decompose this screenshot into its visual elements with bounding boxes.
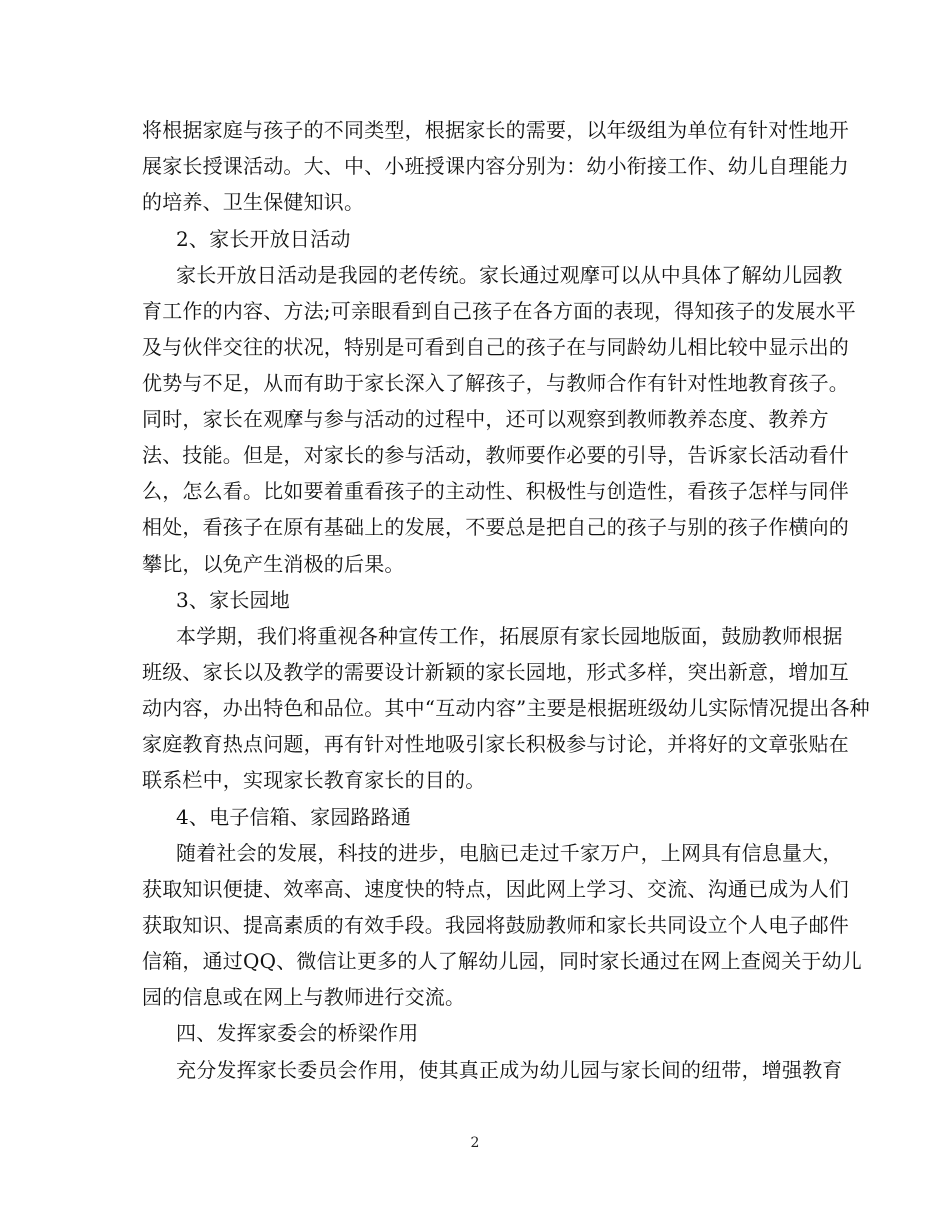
section-heading: 2、家长开放日活动: [176, 227, 351, 251]
text-line: 同时，家长在观摩与参与活动的过程中，还可以观察到教师教养态度、教养方: [142, 407, 829, 431]
text-line: 么，怎么看。比如要着重看孩子的主动性、积极性与创造性，看孩子怎样与同伴: [142, 479, 849, 503]
text-line: 展家长授课活动。大、中、小班授课内容分别为：幼小衔接工作、幼儿自理能力: [142, 154, 849, 178]
section-heading: 四、发挥家委会的桥梁作用: [176, 1021, 419, 1045]
text-line: 攀比，以免产生消极的后果。: [142, 552, 405, 576]
text-line: 动内容，办出特色和品位。其中“互动内容”主要是根据班级幼儿实际情况提出各种: [142, 696, 870, 720]
text-line: 相处，看孩子在原有基础上的发展，不要总是把自己的孩子与别的孩子作横向的: [142, 515, 849, 539]
text-line: 充分发挥家长委员会作用，使其真正成为幼儿园与家长间的纽带，增强教育: [176, 1058, 843, 1082]
text-line: 家长开放日活动是我园的老传统。家长通过观摩可以从中具体了解幼儿园教: [176, 263, 843, 287]
text-line: 获取知识、提高素质的有效手段。我园将鼓励教师和家长共同设立个人电子邮件: [142, 913, 849, 937]
text-line: 联系栏中，实现家长教育家长的目的。: [142, 768, 486, 792]
text-line: 班级、家长以及教学的需要设计新颖的家长园地，形式多样，突出新意，增加互: [142, 660, 849, 684]
text-line: 信箱，通过QQ、微信让更多的人了解幼儿园，同时家长通过在网上查阅关于幼儿: [142, 949, 862, 973]
text-line: 随着社会的发展，科技的进步，电脑已走过千家万户，上网具有信息量大，: [176, 841, 843, 865]
section-heading: 4、电子信箱、家园路路通: [176, 805, 412, 829]
text-line: 园的信息或在网上与教师进行交流。: [142, 985, 466, 1009]
text-line: 家庭教育热点问题，再有针对性地吸引家长积极参与讨论，并将好的文章张贴在: [142, 732, 849, 756]
text-line: 育工作的内容、方法;可亲眼看到自己孩子在各方面的表现，得知孩子的发展水平: [142, 299, 856, 323]
section-heading: 3、家长园地: [176, 588, 290, 612]
text-line: 的培养、卫生保健知识。: [142, 190, 365, 214]
text-line: 法、技能。但是，对家长的参与活动，教师要作必要的引导，告诉家长活动看什: [142, 443, 849, 467]
page-number: 2: [470, 1135, 480, 1151]
text-line: 及与伙伴交往的状况，特别是可看到自己的孩子在与同龄幼儿相比较中显示出的: [142, 335, 849, 359]
text-line: 获取知识便捷、效率高、速度快的特点，因此网上学习、交流、沟通已成为人们: [142, 877, 849, 901]
text-line: 优势与不足，从而有助于家长深入了解孩子，与教师合作有针对性地教育孩子。: [142, 371, 849, 395]
text-line: 本学期，我们将重视各种宣传工作，拓展原有家长园地版面，鼓励教师根据: [176, 624, 843, 648]
text-line: 将根据家庭与孩子的不同类型，根据家长的需要，以年级组为单位有针对性地开: [142, 118, 849, 142]
